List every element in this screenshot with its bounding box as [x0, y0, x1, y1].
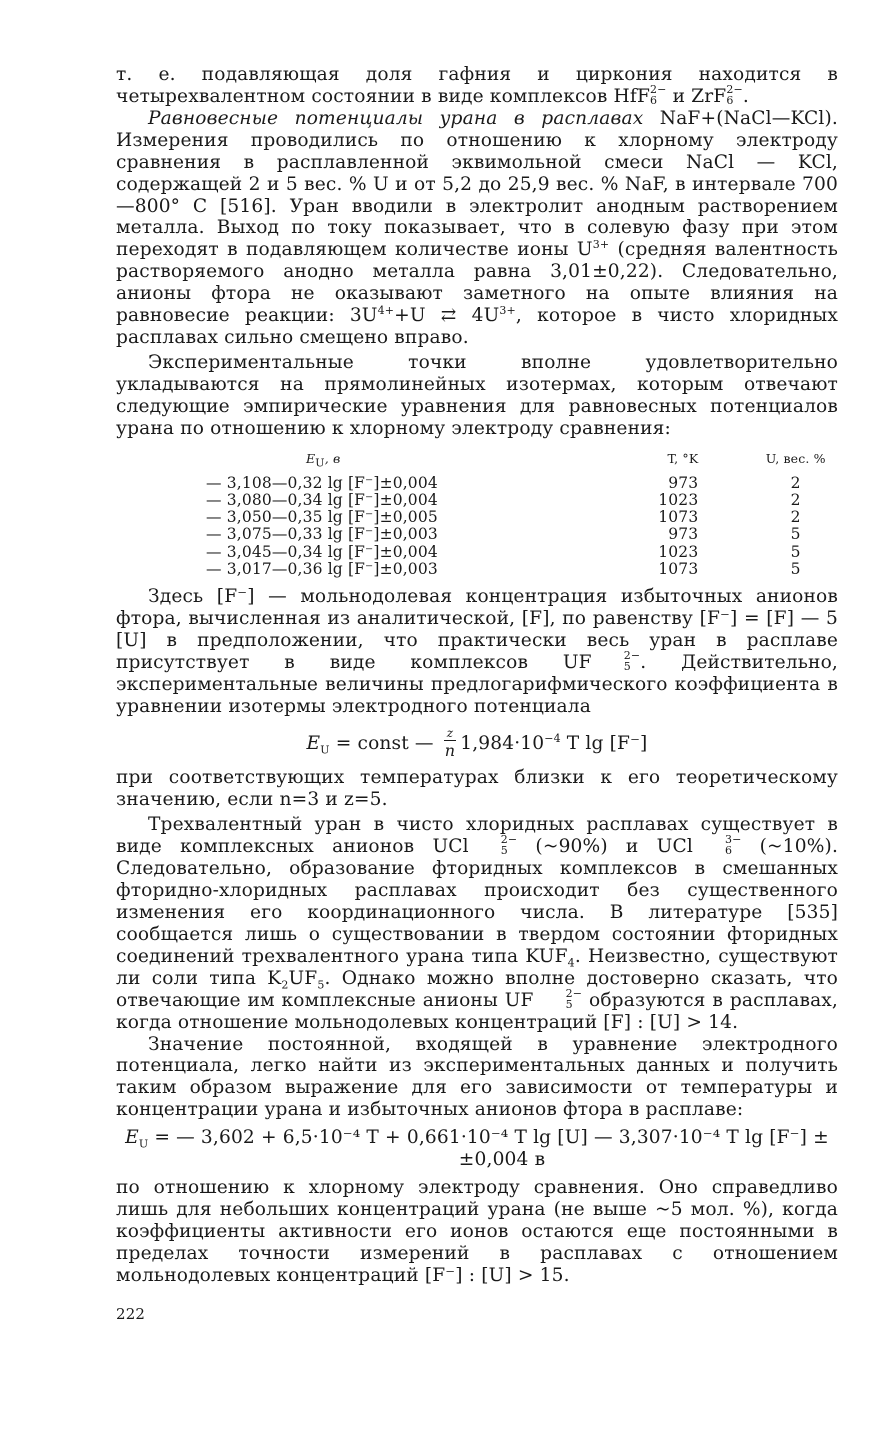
section-heading: Равновесные потенциалы урана в расплавах — [148, 107, 644, 129]
fraction: $\frac{z}{n}$ — [444, 726, 456, 761]
paragraph-3: Экспериментальные точки вполне удовлетворительно укладываются на прямолинейных изотермах, которым отвечают следующие эмпирические уравнения для равновесных потенциалов урана по отношению к хлорному электроду сравнения: — [116, 351, 838, 439]
potential-equation: $E_U$ = — 3,602 + 6,5·10⁻⁴ T + 0,661·10⁻⁴ T lg [U] — 3,307·10⁻⁴ T lg [F⁻] ± — [125, 1127, 829, 1151]
potential-equation-continued: ±0,004 в — [458, 1149, 546, 1171]
table-row: — 3,045—0,34 lg [F⁻]±0,004 1023 5 — [206, 542, 801, 561]
table-row: — 3,108—0,32 lg [F⁻]±0,004 973 2 — [206, 473, 801, 492]
header-uranium: U, вес. % — [765, 450, 826, 466]
header-temperature: T, °K — [667, 450, 699, 466]
document-page — [116, 64, 838, 1326]
paragraph-6: Трехвалентный уран в чисто хлоридных расплавах существует в виде комплексных анионов UCl 2− 5 (~90%) и UCl 3− 6 (~10%). Следовательно, образование фторидных комплексов в смешанных фторидно-хлоридных расплавах происходит без существенного изменения его координационного числа. В литературе [535] сообщается лишь о существовании в твердом состоянии фторидных соединений трехвалентного урана типа $KUF_4$. Неизвестно, существуют ли соли типа $K_2UF_5$. Однако можно вполне достоверно сказать, что отвечающие им комплексные анионы UF 2− 5 образуются в расплавах, когда отношение мольнодолевых концентраций [F] : [U] > 14. — [116, 814, 838, 1033]
isotherm-table — [206, 450, 838, 578]
paragraph-4: Здесь [F⁻] — мольнодолевая концентрация избыточных анионов фтора, вычисленная из аналитической, [F], по равенству [F⁻] = [F] — 5 [U] в предположении, что практически весь уран в расплаве присутствует в виде комплексов UF 2− 5 . Действительно, экспериментальные величины предлогарифмического коэффициента в уравнении изотермы электродного потенциала — [116, 585, 838, 717]
paragraph-8: по отношению к хлорному электроду сравнения. Оно справедливо лишь для небольших концентраций урана (не выше ~5 мол. %), когда коэффициенты активности его ионов остаются еще постоянными в пределах точности измерений в расплавах с отношением мольнодолевых концентраций [F⁻] : [U] > 15. — [116, 1176, 838, 1286]
paragraph-2: Равновесные потенциалы урана в расплавах NaF+(NaCl—KCl). Измерения проводились по отношению к хлорному электроду сравнения в расплавленной эквимольной смеси NaCl — KCl, содержащей 2 и 5 вес. % U и от 5,2 до 25,9 вес. % NaF, в интервале 700—800° С [516]. Уран вводили в электролит анодным растворением металла. Выход по току показывает, что в солевую фазу при этом переходят в подавляющем количестве ионы $U^{3+}$ (средняя валентность растворяемого анодно металла равна 3,01±0,22). Следовательно, анионы фтора не оказывают заметного на опыте влияния на равновесие реакции: $3U^{4+}+U$ ⇄ $4U^{3+}$, которое в чисто хлоридных расплавах сильно смещено вправо. — [116, 107, 838, 348]
table-header-row — [206, 450, 838, 475]
header-potential: $E_U$, в — [306, 450, 341, 469]
page-number: 222 — [116, 1305, 146, 1324]
table-row: — 3,080—0,34 lg [F⁻]±0,004 1023 2 — [206, 490, 801, 509]
isotherm-formula: $E_U$ = const — $\frac{z}{n}$ $1,984\cdot 10^{-4}$ T lg [F⁻] — [306, 726, 648, 761]
table-row: — 3,050—0,35 lg [F⁻]±0,005 1073 2 — [206, 508, 801, 527]
paragraph-7: Значение постоянной, входящей в уравнение электродного потенциала, легко найти из экспериментальных данных и получить таким образом выражение для его зависимости от температуры и концентрации урана и избыточных анионов фтора в расплаве: — [116, 1033, 838, 1121]
table-row: — 3,075—0,33 lg [F⁻]±0,003 973 5 — [206, 525, 801, 544]
paragraph-5: при соответствующих температурах близки к его теоретическому значению, если n=3 и z=5. — [116, 767, 838, 811]
table-row: — 3,017—0,36 lg [F⁻]±0,003 1073 5 — [206, 559, 801, 578]
paragraph-1: т. е. подавляющая доля гафния и циркония находится в четырехвалентном состоянии в виде комплексов HfF 2− 6 и ZrF 2− 6 . — [116, 64, 838, 107]
